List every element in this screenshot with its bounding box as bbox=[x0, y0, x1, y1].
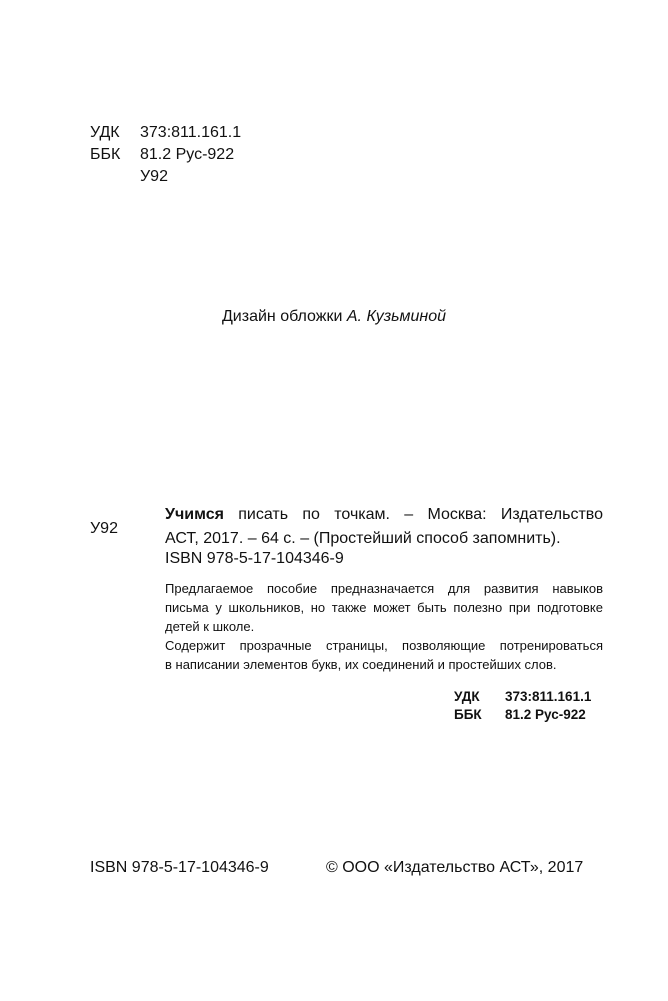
bbk-label: ББК bbox=[90, 146, 121, 163]
footer-copyright: © ООО «Издательство АСТ», 2017 bbox=[326, 859, 584, 876]
bibliographic-line-1-rest: писать по точкам. – Москва: Издательство bbox=[238, 506, 603, 523]
bibliographic-line-1 bbox=[165, 502, 603, 528]
annotation-p1-line3: детей к школе. bbox=[165, 619, 255, 634]
bbk-value-bottom: 81.2 Рус-922 bbox=[505, 707, 586, 722]
isbn-record: ISBN 978-5-17-104346-9 bbox=[165, 550, 344, 567]
bibliographic-line-2: АСТ, 2017. – 64 с. – (Простейший способ запомнить). bbox=[165, 530, 561, 547]
udk-label-bottom: УДК bbox=[454, 689, 480, 704]
bbk-value: 81.2 Рус-922 bbox=[140, 146, 235, 163]
udk-label: УДК bbox=[90, 124, 120, 141]
cover-designer-name: А. Кузьминой bbox=[346, 308, 447, 325]
cover-design-credit bbox=[0, 308, 668, 326]
book-title: Учимся bbox=[165, 506, 224, 523]
annotation-p2-line2: в написании элементов букв, их соединений и простейших слов. bbox=[165, 657, 557, 672]
annotation-p1-line1: Предлагаемое пособие предназначается для развития навыков bbox=[165, 581, 603, 596]
author-sign-bibliographic: У92 bbox=[90, 520, 118, 537]
author-sign-top: У92 bbox=[140, 168, 168, 185]
bbk-label-bottom: ББК bbox=[454, 707, 482, 722]
annotation-p1-line2: письма у школьников, но также может быть полезно при подготовке bbox=[165, 600, 603, 615]
udk-value: 373:811.161.1 bbox=[140, 124, 242, 141]
annotation-p2-line1: Содержит прозрачные страницы, позволяющие потренироваться bbox=[165, 638, 603, 653]
footer-isbn: ISBN 978-5-17-104346-9 bbox=[90, 859, 269, 876]
cover-design-prefix: Дизайн обложки bbox=[221, 308, 343, 325]
udk-value-bottom: 373:811.161.1 bbox=[505, 689, 592, 704]
